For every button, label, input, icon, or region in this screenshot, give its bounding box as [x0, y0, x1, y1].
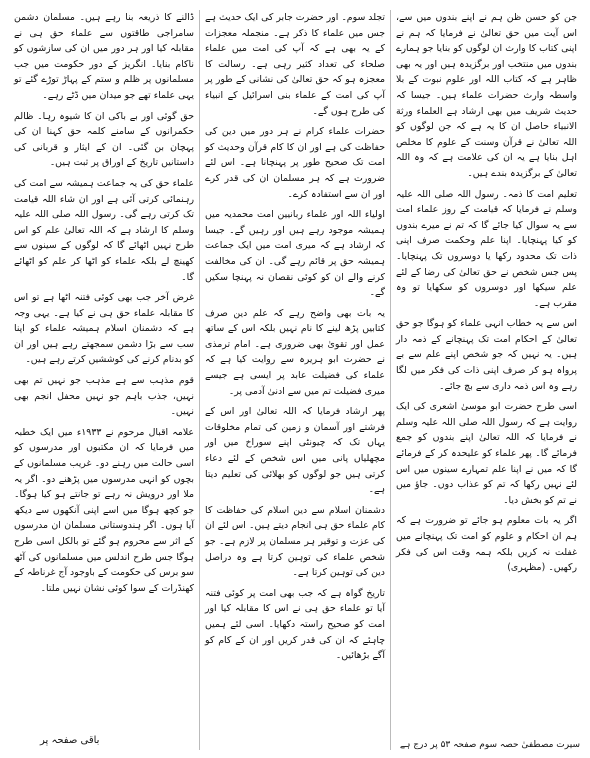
paragraph: جن کو حسن ظن ہم نے اپنے بندوں میں سے، اس آیت میں حق تعالیٰ نے فرمایا کہ ہم نے اپنی کتاب کا وارث ان لوگوں کو بنایا جو ہمارے بندوں میں منتخب اور برگزیدہ ہیں اور یہ بھی ظاہر ہے کہ کتاب اللہ اور علوم نبوت کے بلا واسطہ وارث حضرات علماء ہیں۔ جیسا کہ حدیث شریف میں بھی ارشاد ہے العلماء ورثة الانبیاء حاصل ان کا یہ ہے کہ جن لوگوں کو اللہ تعالیٰ نے قرآن وسنت کے علوم کا مخلص اہل بنایا ہے یہ ان کی علامت ہے کہ وہ اللہ تعالیٰ کے برگزیدہ بندے ہیں۔ — [396, 12, 577, 179]
paragraph: تجلد سوم۔ اور حضرت جابر کی ایک حدیث ہے جس میں علماء کا ذکر ہے۔ منجملہ معجزات کے یہ بھی ہے کہ آپ کی امت میں علماء صلحاء کی تعداد کثیر رہی ہے۔ رسالت کا معجزہ ہو کہ حق تعالیٰ کی نشانی کے طور پر آپ کی امت کے علماء بنی اسرائیل کے انبیاء کی طرح ہوں گے۔ — [205, 12, 385, 117]
poetry-line: قوم مذہب سے ہے مذہب جو نہیں تم بھی نہیں، جذب باہم جو نہیں محفل انجم بھی نہیں۔ — [14, 375, 194, 418]
column-middle — [200, 10, 391, 750]
paragraph: حضرات علماء کرام نے ہر دور میں دین کی حفاظت کی ہے اور ان کا کام قرآن وحدیث کو امت تک صحیح طور پر پہنچانا ہے۔ اس لئے ضرورت ہے کہ ہر مسلمان ان کی قدر کرے اور ان سے استفادہ کرے۔ — [205, 126, 385, 200]
newspaper-page — [8, 10, 582, 750]
paragraph: غرض آخر جب بھی کوئی فتنہ اٹھا ہے تو اس کا مقابلہ علماء حق ہی نے کیا ہے۔ یہی وجہ ہے کہ دشمنان اسلام ہمیشہ علماء کو اپنا سب سے بڑا دشمن سمجھتے رہے ہیں اور ان کو بدنام کرنے کی کوششیں کرتے رہے ہیں۔ — [14, 292, 194, 366]
paragraph: تعلیم امت کا ذمہ۔ رسول اللہ صلی اللہ علیہ وسلم نے فرمایا کہ قیامت کے روز علماء امت سے یہ سوال کیا جائے گا کہ تم نے میرے بندوں کو کیا پہنچایا۔ اپنا علم وحکمت صرف اپنی ذات تک محدود رکھا یا دوسروں تک پہنچایا۔ پس جس شخص نے حق تعالیٰ کی رضا کے لئے علم سیکھا اور دوسروں کو سکھایا تو وہ مقرب ہے۔ — [396, 188, 577, 309]
paragraph: حق گوئی اور بے باکی ان کا شیوہ رہا۔ ظالم حکمرانوں کے سامنے کلمہ حق کہنا ان کی پہچان بن گئی۔ ان کے ایثار و قربانی کی داستانیں تاریخ کے اوراق پر ثبت ہیں۔ — [14, 110, 194, 169]
paragraph: تاریخ گواہ ہے کہ جب بھی امت پر کوئی فتنہ آیا تو علماء حق ہی نے اس کا مقابلہ کیا اور امت کو صحیح راستہ دکھایا۔ اسی لئے ہمیں چاہئے کہ ان کی قدر کریں اور ان کے کام کو آگے بڑھائیں۔ — [205, 587, 385, 662]
column-left — [9, 10, 200, 750]
paragraph: پھر ارشاد فرمایا کہ اللہ تعالیٰ اور اس کے فرشتے اور آسمان و زمین کی تمام مخلوقات یہاں تک کہ چیونٹی اپنے سوراخ میں اور مچھلیاں پانی میں اس شخص کے لئے دعاء کرتی ہیں جو لوگوں کو بھلائی کی تعلیم دیتا ہے۔ — [205, 406, 385, 496]
paragraph: اس سے یہ خطاب انہی علماء کو ہوگا جو حق تعالیٰ کے احکام امت تک پہنچانے کے ذمہ دار ہیں۔ یہ نہیں کہ جو شخص اپنے علم سے بے پرواہ ہو کر صرف اپنی ذات کی فکر میں لگا رہے وہ اس ذمہ داری سے بچ جائے۔ — [396, 318, 577, 392]
continuation-marker: باقی صفحہ پر — [40, 735, 100, 746]
column-right — [391, 10, 582, 750]
paragraph: دشمنان اسلام سے دین اسلام کی حفاظت کا کام علماء حق ہی انجام دیتے ہیں۔ اس لئے ان کی عزت و توقیر ہر مسلمان پر لازم ہے۔ جو شخص علماء کی توہین کرتا ہے وہ دراصل دین کی توہین کرتا ہے۔ — [205, 504, 385, 579]
paragraph: اسی طرح حضرت ابو موسیٰ اشعری کی ایک روایت ہے کہ رسول اللہ صلی اللہ علیہ وسلم نے فرمایا کہ اللہ تعالیٰ اپنے بندوں کو جمع فرمائے گا۔ پھر علماء کو علیحدہ کر کے فرمائے گا کہ میں نے اپنا علم تمہارے سینوں میں اس لئے نہیں رکھا کہ تم کو عذاب دوں۔ جاؤ میں نے تم کو بخش دیا۔ — [396, 401, 577, 506]
paragraph: ڈالنے کا ذریعہ بنا رہے ہیں۔ مسلمان دشمن سامراجی طاقتوں سے علماء حق ہی نے مقابلہ کیا اور ہر دور میں ان کی سازشوں کو ناکام بنایا۔ انگریز کے دور حکومت میں جب مسلمانوں پر ظلم و ستم کے پہاڑ توڑے گئے تو یہی علماء تھے جو میدان میں ڈٹے رہے۔ — [14, 12, 194, 101]
paragraph: اولیاء اللہ اور علماء ربانیین امت محمدیہ میں ہمیشہ موجود رہے ہیں اور رہیں گے۔ جیسا کہ ارشاد ہے کہ میری امت میں ایک جماعت ہمیشہ حق پر قائم رہے گی۔ ان کی مخالفت کرنے والے ان کو کوئی نقصان نہ پہنچا سکیں گے۔ — [205, 209, 385, 299]
paragraph: یہ بات بھی واضح رہے کہ علم دین صرف کتابیں پڑھ لینے کا نام نہیں بلکہ اس کے ساتھ عمل اور تقویٰ بھی ضروری ہے۔ امام ترمذی نے حضرت ابو ہریرہ سے روایت کیا ہے کہ علماء کی فضیلت عابد پر ایسی ہے جیسے میری فضیلت تم میں سے ادنیٰ آدمی پر۔ — [205, 307, 385, 397]
paragraph: اگر یہ بات معلوم ہو جائے تو ضرورت ہے کہ ہم ان احکام و علوم کو امت تک پہنچانے میں غفلت نہ کریں بلکہ ہمہ وقت اس کی فکر رکھیں۔ (مظہری) — [396, 515, 577, 574]
paragraph: علماء حق کی یہ جماعت ہمیشہ سے امت کی رہنمائی کرتی آئی ہے اور ان شاء اللہ قیامت تک کرتی رہے گی۔ رسول اللہ صلی اللہ علیہ وسلم کا ارشاد ہے کہ اللہ تعالیٰ علم کو اس طرح نہیں اٹھائے گا کہ لوگوں کے سینوں سے کھینچ لے بلکہ علماء کو اٹھا کر علم کو اٹھائے گا۔ — [14, 177, 194, 283]
paragraph: علامہ اقبال مرحوم نے ۱۹۳۳ء میں ایک خطبہ میں فرمایا کہ ان مکتبوں اور مدرسوں کو اسی حالت میں رہنے دو۔ غریب مسلمانوں کے بچوں کو انہی مدرسوں میں پڑھنے دو۔ اگر یہ ملا اور درویش نہ رہے تو جانتے ہو کیا ہوگا۔ جو کچھ ہوگا میں اسے اپنی آنکھوں سے دیکھ آیا ہوں۔ اگر ہندوستانی مسلمان ان مدرسوں کے اثر سے محروم ہو گئے تو بالکل اسی طرح ہوگا جس طرح اندلس میں مسلمانوں کی آٹھ سو برس کی حکومت کے باوجود آج غرناطہ کے کھنڈرات کے سوا کوئی نشان نہیں ملتا۔ — [14, 426, 195, 594]
reference-note: سیرت مصطفیٰ حصہ سوم صفحہ ۵۳ پر درج ہے — [399, 740, 580, 750]
